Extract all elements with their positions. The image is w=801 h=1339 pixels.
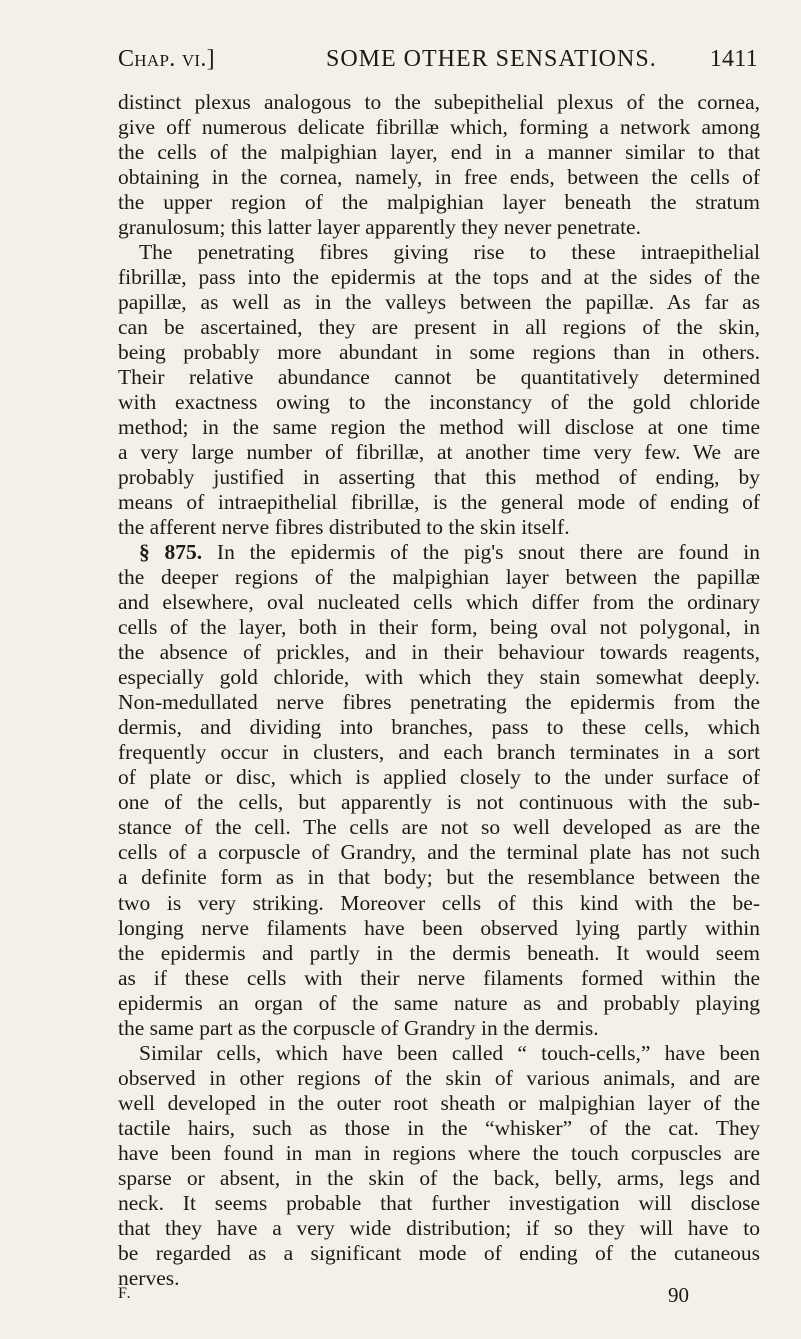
text-line: a definite form as in that body; but the resemblance between the xyxy=(118,865,760,890)
running-header xyxy=(118,46,758,80)
signature-mark: F. xyxy=(118,1285,132,1302)
text-line: sparse or absent, in the skin of the back, belly, arms, legs and xyxy=(118,1165,760,1190)
text-line: as if these cells with their nerve filaments formed within the xyxy=(118,965,760,990)
text-line: being probably more abundant in some regions than in others. xyxy=(118,340,760,365)
text-line: Their relative abundance cannot be quantitatively determined xyxy=(118,365,760,390)
section-number: § 875. xyxy=(139,540,203,565)
text-line: means of intraepithelial fibrillæ, is the general mode of ending of xyxy=(118,490,760,515)
text-line: cells of the layer, both in their form, being oval not polygonal, in xyxy=(118,615,760,640)
text-line: especially gold chloride, with which they stain somewhat deeply. xyxy=(118,665,760,690)
text-line: observed in other regions of the skin of various animals, and are xyxy=(118,1065,760,1090)
body-text xyxy=(118,90,760,1291)
text-line: longing nerve filaments have been observed lying partly within xyxy=(118,915,760,940)
text-line: that they have a very wide distribution; if so they will have to xyxy=(118,1215,760,1240)
text-line: be regarded as a significant mode of ending of the cutaneous xyxy=(118,1240,760,1265)
text-line: frequently occur in clusters, and each branch terminates in a sort xyxy=(118,740,760,765)
text-line: dermis, and dividing into branches, pass to these cells, which xyxy=(118,715,760,740)
text-line: can be ascertained, they are present in all regions of the skin, xyxy=(118,315,760,340)
text-line: obtaining in the cornea, namely, in free ends, between the cells of xyxy=(118,165,760,190)
text-line: the cells of the malpighian layer, end in a manner similar to that xyxy=(118,140,760,165)
text-line: method; in the same region the method will disclose at one time xyxy=(118,415,760,440)
text-line: neck. It seems probable that further investigation will disclose xyxy=(118,1190,760,1215)
text-line: stance of the cell. The cells are not so well developed as are the xyxy=(118,815,760,840)
text-line: cells of a corpuscle of Grandry, and the terminal plate has not such xyxy=(118,840,760,865)
text-line: tactile hairs, such as those in the “whisker” of the cat. They xyxy=(118,1115,760,1140)
text-line: of plate or disc, which is applied closely to the under surface of xyxy=(118,765,760,790)
text-line: well developed in the outer root sheath or malpighian layer of the xyxy=(118,1090,760,1115)
text-line: a very large number of fibrillæ, at another time very few. We are xyxy=(118,440,760,465)
text-line: give off numerous delicate fibrillæ which, forming a network among xyxy=(118,115,760,140)
text-line: and elsewhere, oval nucleated cells which differ from the ordinary xyxy=(118,590,760,615)
text-line: two is very striking. Moreover cells of this kind with the be- xyxy=(118,890,760,915)
text-line: the afferent nerve fibres distributed to the skin itself. xyxy=(118,515,570,540)
signature-footer xyxy=(118,1283,760,1313)
text-line: one of the cells, but apparently is not continuous with the sub- xyxy=(118,790,760,815)
text-line: papillæ, as well as in the valleys between the papillæ. As far as xyxy=(118,290,760,315)
text-line: Non-medullated nerve fibres penetrating the epidermis from the xyxy=(118,690,760,715)
text-line: the same part as the corpuscle of Grandry in the dermis. xyxy=(118,1015,599,1040)
signature-number: 90 xyxy=(668,1283,689,1307)
chapter-label: Chap. vi.] xyxy=(118,46,215,72)
text-line: probably justified in asserting that this method of ending, by xyxy=(118,465,760,490)
text-line: the epidermis and partly in the dermis beneath. It would seem xyxy=(118,940,760,965)
text-line: the absence of prickles, and in their behaviour towards reagents, xyxy=(118,640,760,665)
text-line: fibrillæ, pass into the epidermis at the tops and at the sides of the xyxy=(118,265,760,290)
text-line: In the epidermis of the pig's snout there are found in xyxy=(216,540,761,565)
text-line: granulosum; this latter layer apparently they never penetrate. xyxy=(118,215,641,240)
section-first-line xyxy=(118,540,760,565)
text-line: have been found in man in regions where the touch corpuscles are xyxy=(118,1140,760,1165)
text-line: the upper region of the malpighian layer beneath the stratum xyxy=(118,190,760,215)
text-line: epidermis an organ of the same nature as and probably playing xyxy=(118,990,760,1015)
text-line: Similar cells, which have been called “ touch-cells,” have been xyxy=(139,1040,760,1065)
text-line: the deeper regions of the malpighian layer between the papillæ xyxy=(118,565,760,590)
running-title: SOME OTHER SENSATIONS. xyxy=(326,46,657,72)
page-number: 1411 xyxy=(709,46,758,72)
text-line: The penetrating fibres giving rise to these intraepithelial xyxy=(139,240,760,265)
text-line: nerves. xyxy=(118,1265,180,1290)
text-line: distinct plexus analogous to the subepithelial plexus of the cornea, xyxy=(118,90,760,114)
text-line: with exactness owing to the inconstancy of the gold chloride xyxy=(118,390,760,415)
